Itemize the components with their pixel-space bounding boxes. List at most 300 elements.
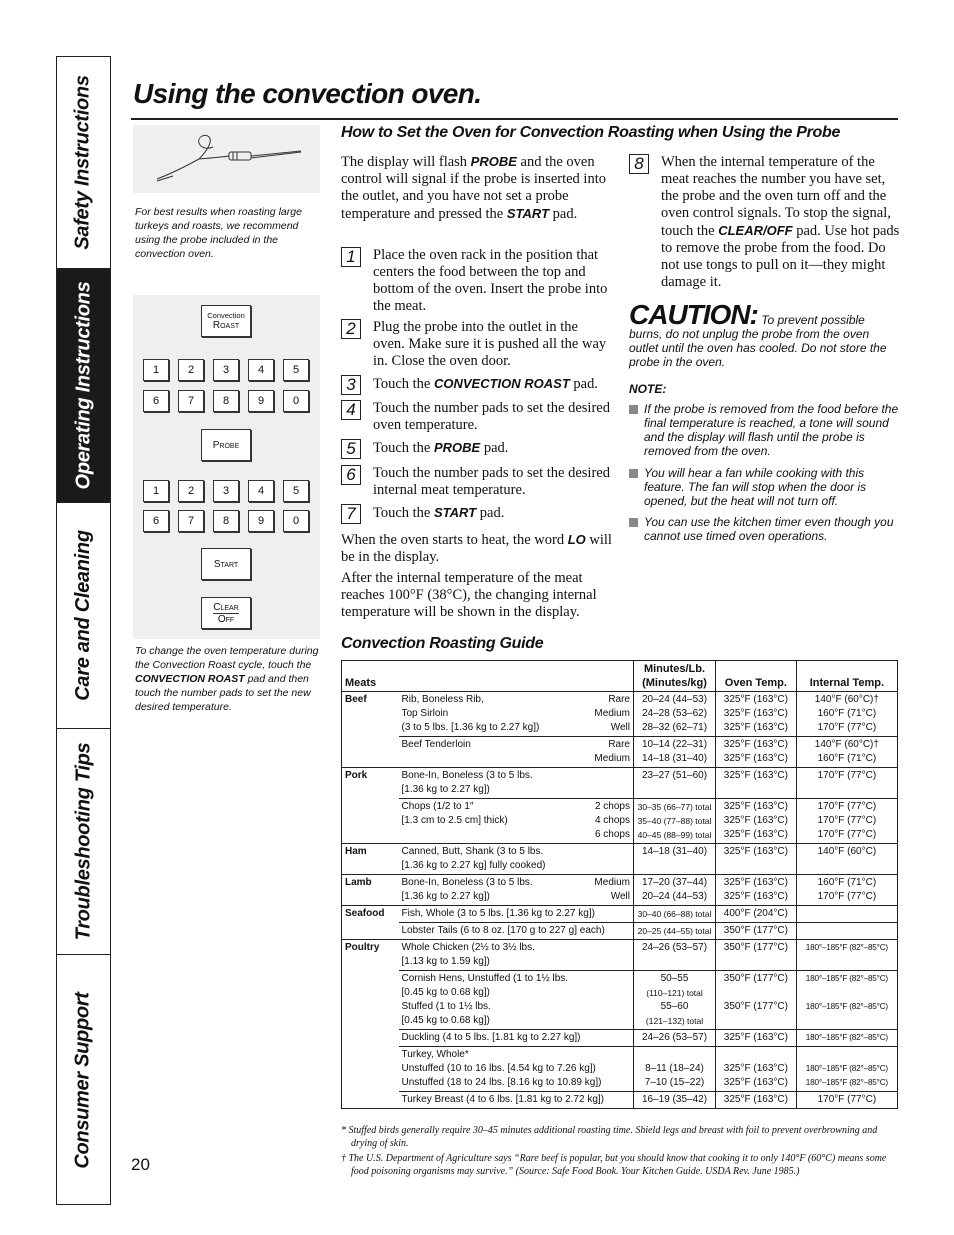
number-pad-1[interactable] [143, 480, 169, 502]
header-text: Minutes/Lb. [643, 663, 706, 675]
cut-text: (3 to 5 lbs. [1.36 kg to 2.27 kg]) [401, 722, 540, 733]
cut-text: Chops (1/2 to 1″ [401, 801, 474, 812]
probe-pad[interactable] [201, 429, 251, 461]
pad-label: 9 [257, 515, 265, 527]
table-row [342, 844, 898, 875]
cell-value: 24–26 (53–57) [641, 942, 708, 953]
cut-text: Unstuffed (10 to 16 lbs. [4.54 kg to 7.26 kg]) [401, 1063, 596, 1074]
text: When the oven starts to heat, the word [341, 532, 565, 548]
cell-value [637, 783, 712, 797]
caution-label: CAUTION: [629, 299, 758, 330]
text: Place the oven rack in the position that centers the food between the top and bottom of the oven. Insert the probe into the meat. [373, 247, 608, 314]
keyword: PROBE [470, 154, 517, 169]
doneness: Medium [594, 708, 630, 719]
cell-value: 40–45 (88–99) total [637, 830, 712, 840]
note-text: You will hear a fan while cooking with this feature. The fan will stop when the door is opened, but the heat will not turn off. [644, 466, 867, 508]
minutes-per-lb [634, 1047, 716, 1092]
table-row [342, 692, 898, 737]
cell-value: 350°F (177°C) [723, 942, 788, 953]
doneness: 2 chops [594, 801, 630, 812]
keyword: START [506, 206, 550, 221]
tab-troubleshooting-tips[interactable] [57, 729, 110, 955]
pad-label: Off [217, 613, 235, 625]
cell-value: 24–28 (53–62) [641, 708, 708, 719]
keyword: LO [567, 532, 586, 547]
cell-value: 35–40 (77–88) total [637, 816, 712, 826]
probe-icon [133, 125, 320, 193]
minutes-per-lb [634, 799, 716, 844]
pad-label: 3 [222, 485, 230, 497]
pad-label: Start [213, 558, 239, 570]
minutes-per-lb [634, 940, 716, 971]
meat-cut [399, 692, 634, 737]
step-text [373, 439, 613, 457]
cell-value: 325°F (163°C) [723, 1032, 788, 1043]
meat-category: Poultry [342, 940, 399, 971]
cell-value: 400°F (204°C) [723, 908, 788, 919]
step-text [373, 504, 613, 522]
cut-text: [1.13 kg to 1.59 kg]) [401, 956, 490, 967]
text: Touch the number pads to set the desired oven temperature. [373, 400, 610, 433]
cell-value: 7–10 (15–22) [644, 1077, 705, 1088]
cell-value [800, 783, 894, 797]
internal-temp [796, 1047, 897, 1092]
header-meats: Meats [342, 661, 634, 692]
minutes-per-lb [634, 1030, 716, 1047]
pad-label: 6 [152, 395, 160, 407]
caution-block [629, 299, 901, 369]
cell-value: 55–60 [660, 1001, 689, 1012]
cell-value: 325°F (163°C) [723, 891, 788, 902]
minutes-per-lb [634, 971, 716, 1030]
oven-temp [716, 737, 797, 768]
page-number: 20 [131, 1155, 150, 1174]
number-pad-2[interactable] [178, 359, 204, 381]
internal-temp [796, 971, 897, 1030]
header-internal-temp: Internal Temp. [796, 661, 897, 692]
internal-temp [796, 692, 897, 737]
cell-value: 30–35 (66–77) total [637, 802, 712, 812]
internal-temp [796, 875, 897, 906]
oven-temp [716, 971, 797, 1030]
cell-value: 350°F (177°C) [723, 973, 788, 984]
text: When the internal temperature of the meat reaches the number you have set, the probe and the oven turn off and the oven control signals. To stop the signal, touch the [661, 154, 891, 239]
note-text: To change the oven temperature during the Convection Roast cycle, touch the [135, 645, 319, 671]
table-row [342, 906, 898, 923]
step-number: 2 [341, 319, 361, 339]
number-pad-2[interactable] [178, 480, 204, 502]
doneness: Well [610, 891, 630, 902]
cell-value: 8–11 (18–24) [645, 1063, 704, 1074]
cell-value: 170°F (77°C) [817, 801, 877, 812]
bullet-icon [629, 518, 638, 527]
number-pad-4[interactable] [248, 359, 274, 381]
oven-temp [716, 1092, 797, 1109]
text: pad. [483, 440, 509, 456]
tab-care-and-cleaning[interactable] [57, 503, 110, 729]
cut-text: Cornish Hens, Unstuffed (1 to 1½ lbs. [401, 973, 569, 984]
internal-temp [796, 1092, 897, 1109]
cell-value: 325°F (163°C) [723, 1063, 788, 1074]
cell-value: 50–55 [660, 973, 689, 984]
step-text [373, 375, 613, 393]
cell-value [719, 859, 793, 873]
text: will be in the display. [341, 532, 612, 565]
meat-category [342, 971, 399, 1030]
cut-text: Bone-In, Boneless (3 to 5 lbs. [401, 877, 533, 888]
cell-value: 180°–185°F (82°–85°C) [805, 1078, 888, 1087]
step-text [373, 465, 613, 499]
cell-value: 160°F (71°C) [817, 877, 877, 888]
control-panel [133, 295, 320, 639]
cut-text [402, 828, 405, 842]
cell-value [637, 859, 712, 873]
cell-value: 170°F (77°C) [817, 891, 877, 902]
doneness: Rare [608, 694, 630, 705]
header-minutes [634, 661, 716, 692]
tab-operating-instructions[interactable] [57, 269, 110, 503]
internal-temp [796, 940, 897, 971]
meat-category [342, 1047, 399, 1092]
page-title: Using the convection oven. [133, 78, 482, 109]
internal-temp [796, 844, 897, 875]
oven-temp [716, 799, 797, 844]
keyword: CLEAR/OFF [718, 223, 793, 238]
pad-label: Roast [212, 320, 240, 331]
minutes-per-lb [634, 906, 716, 923]
cut-text: [1.36 kg to 2.27 kg]) [401, 784, 490, 795]
header-oven-temp: Oven Temp. [716, 661, 797, 692]
cell-value: 160°F (71°C) [817, 753, 877, 764]
probe-note: For best results when roasting large turkeys and roasts, we recommend using the probe included in the convection oven. [135, 206, 302, 260]
meat-category: Lamb [342, 875, 399, 906]
oven-temp [716, 940, 797, 971]
minutes-per-lb [634, 923, 716, 940]
text: Touch the number pads to set the desired internal meat temperature. [373, 465, 610, 498]
doneness: 4 chops [594, 815, 630, 826]
cell-value [719, 783, 793, 797]
cell-value: 325°F (163°C) [723, 722, 788, 733]
cell-value: 170°F (77°C) [817, 770, 877, 781]
minutes-per-lb [634, 737, 716, 768]
text: pad. [552, 206, 578, 222]
table-row [342, 1030, 898, 1047]
internal-temp [796, 1030, 897, 1047]
tab-label: Troubleshooting Tips [72, 742, 95, 941]
cut-text: Turkey Breast (4 to 6 lbs. [1.81 kg to 2.72 kg]) [401, 1094, 605, 1105]
cell-value: 325°F (163°C) [723, 829, 788, 840]
guide-title: Convection Roasting Guide [341, 635, 544, 652]
change-temperature-note [135, 644, 320, 714]
number-pad-0[interactable] [283, 510, 309, 532]
cut-text: Lobster Tails (6 to 8 oz. [170 g to 227 g] each) [401, 925, 605, 936]
text: pad. Use hot pads to remove the probe from the food. Do not use tongs to pull on it—they might damage it. [661, 223, 900, 290]
cell-value: 325°F (163°C) [723, 739, 788, 750]
cut-text: Stuffed (1 to 1½ lbs. [401, 1001, 491, 1012]
meat-category [342, 1030, 399, 1047]
number-pad-9[interactable] [248, 390, 274, 412]
internal-temp [796, 906, 897, 923]
pad-label: 7 [187, 395, 195, 407]
meat-cut [399, 1047, 634, 1092]
meat-cut [399, 844, 634, 875]
number-pad-0[interactable] [283, 390, 309, 412]
meat-cut [399, 1030, 634, 1047]
table-row [342, 737, 898, 768]
meat-cut [399, 971, 634, 1030]
intro-text [341, 153, 613, 223]
internal-temp [796, 737, 897, 768]
meat-category: Pork [342, 768, 399, 799]
number-pad-7[interactable] [178, 390, 204, 412]
cell-value: 20–24 (44–53) [641, 694, 708, 705]
table-row [342, 1092, 898, 1109]
cell-value: 14–18 (31–40) [641, 753, 708, 764]
oven-temp [716, 906, 797, 923]
oven-temp [716, 692, 797, 737]
table-row [342, 768, 898, 799]
cut-text: Canned, Butt, Shank (3 to 5 lbs. [401, 846, 544, 857]
text: Touch the [373, 505, 431, 521]
minutes-per-lb [634, 844, 716, 875]
cell-value: 24–26 (53–57) [641, 1032, 708, 1043]
meat-cut [399, 906, 634, 923]
cell-value: 325°F (163°C) [723, 753, 788, 764]
cut-text: [1.36 kg to 2.27 kg] fully cooked) [401, 860, 546, 871]
cell-value: (110–121) total [646, 988, 703, 998]
section-heading: How to Set the Oven for Convection Roasting when Using the Probe [341, 124, 841, 141]
cell-value: 16–19 (35–42) [641, 1094, 708, 1105]
table-row [342, 1047, 898, 1092]
pad-label: 1 [152, 364, 160, 376]
cell-value [800, 859, 894, 873]
footnote-usda: † The U.S. Department of Agriculture says “Rare beef is popular, but you should know that cooking it to only 140°F (60°C) means some food poisoning organisms may survive.” (Source: Safe Food Book. Your Kitchen Guide. USDA Rev. June 1985.) [341, 1153, 887, 1177]
pad-label: 8 [222, 515, 230, 527]
cut-text: [1.3 cm to 2.5 cm] thick) [401, 815, 508, 826]
cell-value: 170°F (77°C) [817, 829, 877, 840]
oven-temp [716, 844, 797, 875]
step-number: 5 [341, 439, 361, 459]
meat-cut [399, 768, 634, 799]
minutes-per-lb [634, 768, 716, 799]
internal-temp [796, 923, 897, 940]
bullet-icon [629, 469, 638, 478]
internal-temp [796, 768, 897, 799]
cell-value [800, 924, 894, 938]
cell-value: 180°–185°F (82°–85°C) [805, 974, 888, 983]
start-pad[interactable] [201, 548, 251, 580]
pad-label: 2 [187, 485, 195, 497]
pad-label: Clear [213, 601, 239, 613]
tab-label: Operating Instructions [72, 281, 94, 490]
cell-value: 325°F (163°C) [723, 846, 788, 857]
pad-label: 3 [222, 364, 230, 376]
cell-value: 20–25 (44–55) total [637, 926, 712, 936]
cell-value: 170°F (77°C) [817, 1094, 877, 1105]
pad-label: 9 [257, 395, 265, 407]
cut-text: Duckling (4 to 5 lbs. [1.81 kg to 2.27 kg]) [401, 1032, 581, 1043]
meat-category [342, 1092, 399, 1109]
bullet-icon [629, 405, 638, 414]
cell-value: 325°F (163°C) [723, 877, 788, 888]
meat-category [342, 923, 399, 940]
text: and the oven control will signal if the probe is inserted into the outlet, and you have not set a probe temperature and pressed the [341, 154, 606, 222]
meat-cut [399, 875, 634, 906]
cell-value: 14–18 (31–40) [641, 846, 708, 857]
doneness: Rare [608, 739, 630, 750]
heat-text [341, 531, 613, 566]
step-number: 4 [341, 400, 361, 420]
cut-text: Fish, Whole (3 to 5 lbs. [1.36 kg to 2.27 kg]) [401, 908, 595, 919]
cell-value: (121–132) total [645, 1016, 704, 1026]
cell-value: 20–24 (44–53) [641, 891, 708, 902]
keyword: CONVECTION ROAST [434, 376, 570, 391]
title-divider [131, 118, 898, 120]
cell-value [719, 1048, 793, 1062]
pad-label: 5 [292, 364, 300, 376]
pad-label: 4 [257, 364, 265, 376]
tab-label: Consumer Support [72, 992, 95, 1169]
cell-value: 180°–185°F (82°–85°C) [805, 1064, 888, 1073]
cell-value [719, 1014, 793, 1028]
convection-roasting-guide-table [341, 660, 898, 1109]
meat-cut [399, 1092, 634, 1109]
note-label: NOTE: [629, 382, 667, 396]
keyword: CONVECTION ROAST [135, 673, 245, 685]
meat-category [342, 737, 399, 768]
cell-value [637, 955, 712, 969]
step-text [373, 247, 613, 315]
cut-text: [1.36 kg to 2.27 kg]) [401, 891, 490, 902]
after-text: After the internal temperature of the meat reaches 100°F (38°C), the changing internal temperature will be shown in the display. [341, 570, 597, 620]
pad-label: 1 [152, 485, 160, 497]
cell-value: 170°F (77°C) [817, 815, 877, 826]
number-pad-7[interactable] [178, 510, 204, 532]
keyword: PROBE [434, 440, 481, 455]
note-bullet [629, 466, 901, 508]
cut-text: Top Sirloin [401, 708, 449, 719]
table-row [342, 875, 898, 906]
oven-temp [716, 875, 797, 906]
text: pad. [573, 376, 598, 392]
meat-category [342, 799, 399, 844]
cell-value [800, 955, 894, 969]
convection-roast-pad[interactable] [201, 305, 251, 337]
pad-label: 7 [187, 515, 195, 527]
cell-value: 140°F (60°C)† [814, 694, 879, 705]
clear-off-pad[interactable] [201, 597, 251, 629]
number-pad-8[interactable] [213, 510, 239, 532]
cut-text: [0.45 kg to 0.68 kg]) [401, 1015, 490, 1026]
doneness: Medium [594, 753, 630, 764]
cell-value: 140°F (60°C) [817, 846, 877, 857]
number-pad-4[interactable] [248, 480, 274, 502]
note-bullet [629, 515, 901, 543]
cell-value: 17–20 (37–44) [641, 877, 708, 888]
cell-value: 325°F (163°C) [723, 708, 788, 719]
step-text [373, 319, 613, 370]
cell-value [637, 1048, 712, 1062]
cell-value: 325°F (163°C) [723, 770, 788, 781]
number-pad-5[interactable] [283, 480, 309, 502]
cell-value [800, 907, 894, 921]
step-text [661, 154, 901, 291]
cell-value [800, 986, 894, 1000]
cell-value [800, 1048, 894, 1062]
pad-label: 6 [152, 515, 160, 527]
pad-label: 0 [292, 395, 300, 407]
oven-temp [716, 768, 797, 799]
table-row [342, 971, 898, 1030]
number-pad-9[interactable] [248, 510, 274, 532]
cell-value: 180°–185°F (82°–85°C) [805, 943, 888, 952]
note-text: You can use the kitchen timer even though you cannot use timed oven operations. [644, 515, 894, 543]
doneness: Well [610, 722, 630, 733]
number-pad-5[interactable] [283, 359, 309, 381]
text: The display will flash [341, 154, 468, 170]
cell-value: 160°F (71°C) [817, 708, 877, 719]
cell-value: 325°F (163°C) [723, 694, 788, 705]
number-pad-8[interactable] [213, 390, 239, 412]
cell-value: 350°F (177°C) [723, 1001, 788, 1012]
cell-value: 325°F (163°C) [723, 1094, 788, 1105]
step-number: 8 [629, 154, 649, 174]
pad-label: 4 [257, 485, 265, 497]
text: Plug the probe into the outlet in the oven. Make sure it is pushed all the way in. Close the oven door. [373, 319, 607, 369]
pad-label: 2 [187, 364, 195, 376]
pad-label: 5 [292, 485, 300, 497]
meat-category: Beef [342, 692, 399, 737]
note-text: If the probe is removed from the food before the final temperature is reached, a tone will sound and the display will flash until the probe is removed from the oven. [644, 402, 899, 458]
tab-consumer-support[interactable] [57, 955, 110, 1206]
section-tabs [56, 56, 111, 1205]
table-row [342, 923, 898, 940]
table-row [342, 940, 898, 971]
table-header-row [342, 661, 898, 692]
tab-label: Care and Cleaning [72, 530, 94, 701]
text: Touch the [373, 440, 431, 456]
cell-value: 325°F (163°C) [723, 1077, 788, 1088]
cut-text: Rib, Boneless Rib, [401, 694, 484, 705]
oven-temp [716, 1030, 797, 1047]
text: pad. [479, 505, 505, 521]
tab-safety-instructions[interactable] [57, 57, 110, 269]
cut-text: Whole Chicken (2½ to 3½ lbs. [401, 942, 535, 953]
minutes-per-lb [634, 1092, 716, 1109]
cell-value: 23–27 (51–60) [641, 770, 708, 781]
number-pad-6[interactable] [143, 510, 169, 532]
cell-value: 325°F (163°C) [723, 815, 788, 826]
meat-category: Ham [342, 844, 399, 875]
pad-label: 8 [222, 395, 230, 407]
cell-value: 170°F (77°C) [817, 722, 877, 733]
number-pad-3[interactable] [213, 480, 239, 502]
table-row [342, 799, 898, 844]
text: Touch the [373, 376, 431, 392]
step-number: 1 [341, 247, 361, 267]
cell-value [719, 986, 793, 1000]
oven-temp [716, 1047, 797, 1092]
cell-value: 180°–185°F (82°–85°C) [805, 1002, 888, 1011]
cell-value: 28–32 (62–71) [641, 722, 708, 733]
pad-label: 0 [292, 515, 300, 527]
number-pad-3[interactable] [213, 359, 239, 381]
number-pad-1[interactable] [143, 359, 169, 381]
caution-text: To prevent possible burns, do not unplug the probe from the oven outlet until the oven has cooled. Do not store the probe in the oven. [629, 313, 887, 369]
number-pad-6[interactable] [143, 390, 169, 412]
minutes-per-lb [634, 692, 716, 737]
cut-text: Unstuffed (18 to 24 lbs. [8.16 kg to 10.89 kg]) [401, 1077, 602, 1088]
